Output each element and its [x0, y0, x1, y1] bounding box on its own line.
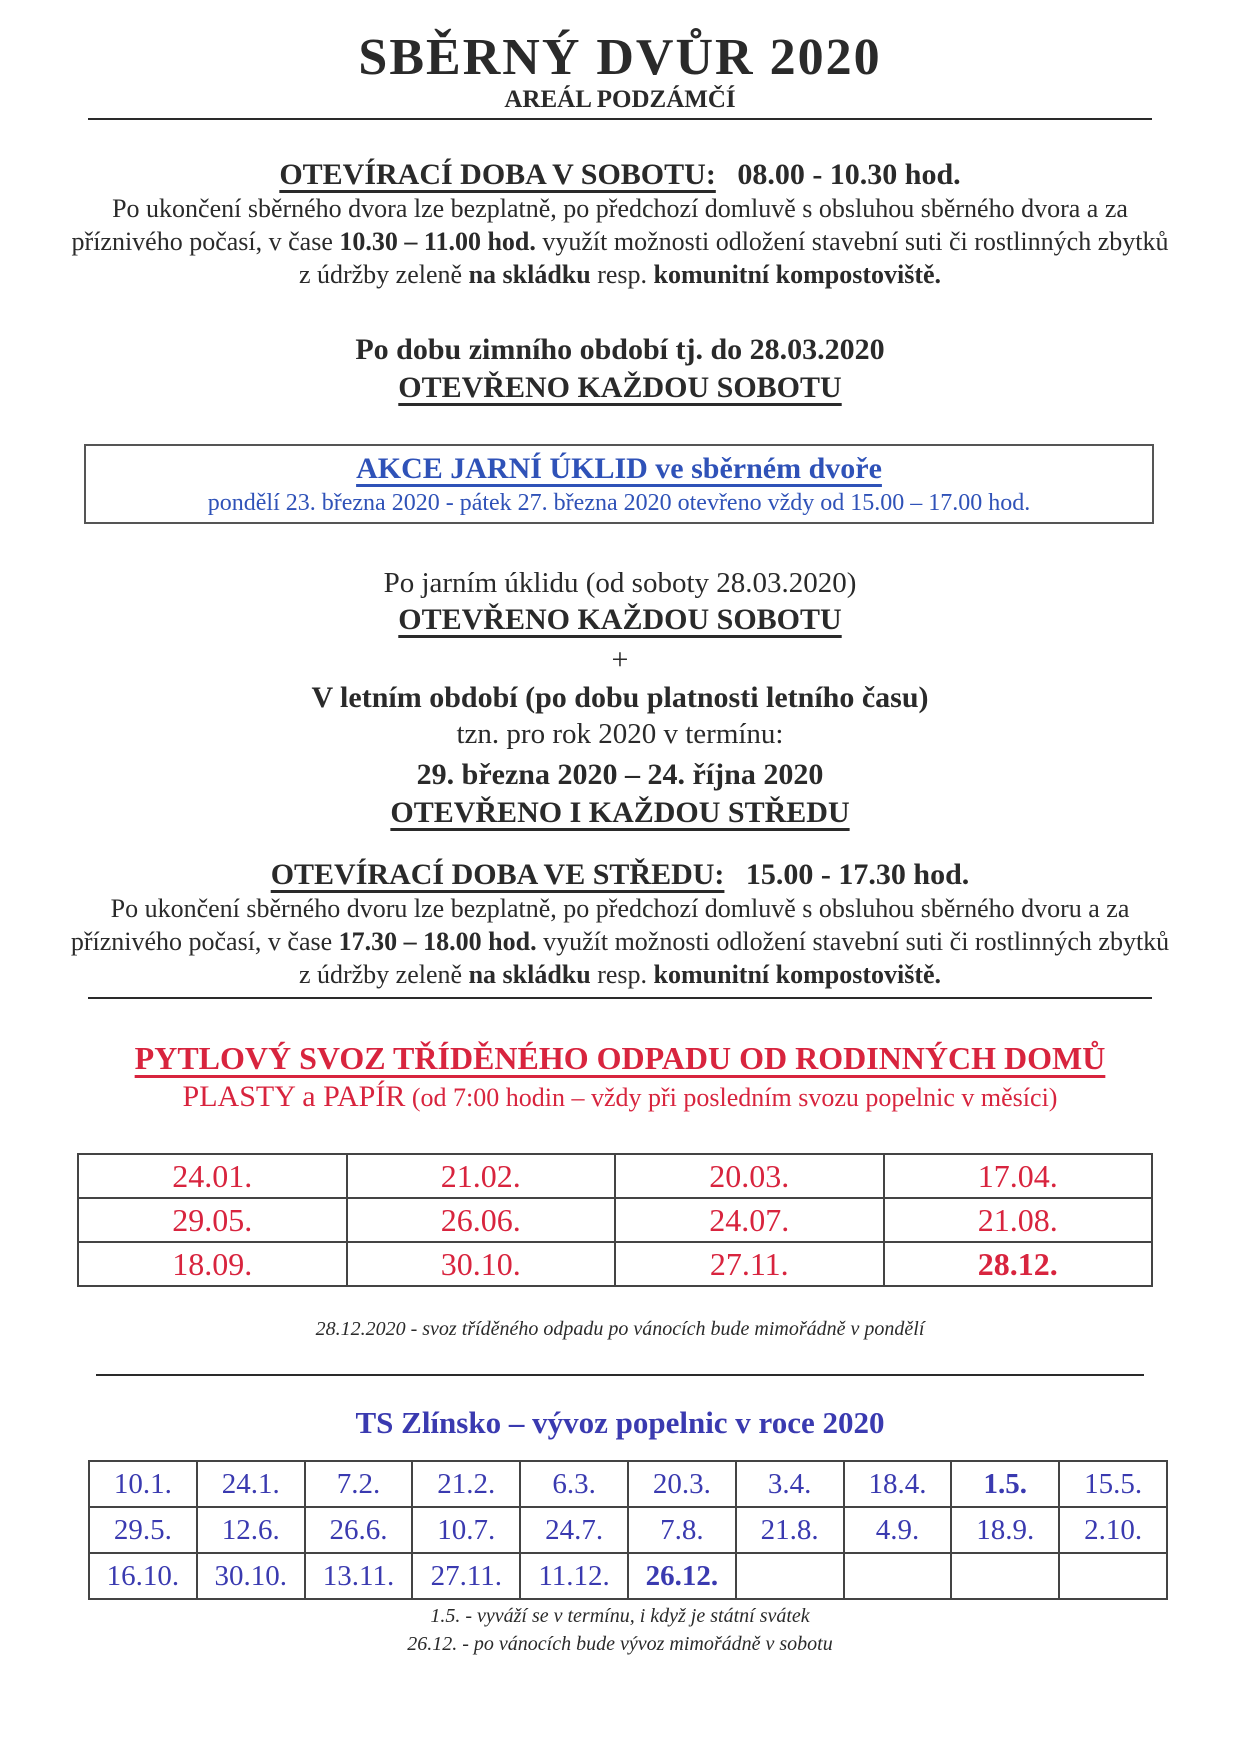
table-cell: 18.9.	[951, 1507, 1059, 1553]
table-cell: 7.2.	[305, 1461, 413, 1507]
table-cell-empty	[844, 1553, 952, 1599]
table-cell: 21.02.	[347, 1154, 616, 1198]
after-cleanup-open-text: OTEVŘENO KAŽDOU SOBOTU	[398, 603, 842, 636]
saturday-text-part: Po ukončení sběrného dvora lze bezplatně, po předchozí domluvě s obsluhou sběrného dvora a za příznivého počasí, v čase	[71, 194, 1128, 256]
table-cell: 11.12.	[520, 1553, 628, 1599]
table-cell-empty	[1059, 1553, 1167, 1599]
table-cell: 3.4.	[736, 1461, 844, 1507]
table-cell: 21.8.	[736, 1507, 844, 1553]
bin-collection-table	[88, 1460, 1168, 1600]
saturday-text-time: 10.30 – 11.00 hod.	[339, 227, 536, 256]
spring-cleanup-dates: pondělí 23. března 2020 - pátek 27. března 2020 otevřeno vždy od 15.00 – 17.00 hod.	[207, 490, 1031, 516]
saturday-hours-time: 08.00 - 10.30 hod.	[737, 158, 961, 191]
table-cell: 20.03.	[615, 1154, 884, 1198]
divider	[88, 997, 1152, 999]
table-cell: 21.08.	[884, 1198, 1153, 1242]
table-cell: 24.1.	[197, 1461, 305, 1507]
table-cell: 7.8.	[628, 1507, 736, 1553]
table-cell: 24.7.	[520, 1507, 628, 1553]
table-cell-highlighted: 28.12.	[884, 1242, 1153, 1286]
spring-cleanup-title: AKCE JARNÍ ÚKLID ve sběrném dvoře	[356, 452, 882, 485]
table-cell: 30.10.	[197, 1553, 305, 1599]
saturday-text-part: využít možnosti odložení stavební suti či rostlinných zbytků z údržby zeleně	[298, 227, 1169, 289]
table-row	[78, 1154, 1152, 1198]
after-cleanup-open	[0, 603, 1240, 637]
bin-collection-note-1: 1.5. - vyváží se v termínu, i když je státní svátek	[430, 1605, 810, 1627]
table-cell: 10.7.	[412, 1507, 520, 1553]
wednesday-text-part: využít možnosti odložení stavební suti či rostlinných zbytků z údržby zeleně	[298, 927, 1170, 989]
saturday-text-part: resp.	[590, 260, 654, 289]
table-cell-highlighted: 1.5.	[951, 1461, 1059, 1507]
document-title: SBĚRNÝ DVŮR 2020	[358, 29, 882, 86]
summer-dates-line: 29. března 2020 – 24. října 2020	[416, 758, 824, 791]
bag-collection-materials: PLASTY a PAPÍR	[182, 1080, 406, 1113]
bag-collection-heading	[0, 1040, 1240, 1077]
table-cell: 29.5.	[89, 1507, 197, 1553]
wednesday-hours-heading	[0, 858, 1240, 892]
table-cell: 26.6.	[305, 1507, 413, 1553]
saturday-hours-label: OTEVÍRACÍ DOBA V SOBOTU:	[279, 158, 716, 191]
wednesday-text-compost: komunitní kompostoviště.	[653, 960, 942, 989]
wednesday-text-part: Po ukončení sběrného dvoru lze bezplatně, po předchozí domluvě s obsluhou sběrného dvoru a za příznivého počasí, v čase	[70, 894, 1130, 956]
table-cell: 26.06.	[347, 1198, 616, 1242]
summer-term-line: tzn. pro rok 2020 v termínu:	[456, 718, 784, 750]
winter-period-line: Po dobu zimního období tj. do 28.03.2020	[355, 333, 885, 366]
winter-open-text: OTEVŘENO KAŽDOU SOBOTU	[398, 371, 842, 404]
saturday-text-compost: komunitní kompostoviště.	[653, 260, 942, 289]
table-row	[78, 1198, 1152, 1242]
bin-collection-note-2: 26.12. - po vánocích bude vývoz mimořádně v sobotu	[407, 1633, 833, 1655]
table-cell: 13.11.	[305, 1553, 413, 1599]
table-cell-highlighted: 26.12.	[628, 1553, 736, 1599]
table-cell: 24.01.	[78, 1154, 347, 1198]
saturday-hours-heading	[0, 158, 1240, 192]
wednesday-text-part: resp.	[590, 960, 654, 989]
plus-sign: +	[611, 643, 629, 676]
bag-collection-schedule-note: (od 7:00 hodin – vždy při posledním svozu popelnic v měsíci)	[405, 1083, 1058, 1112]
spring-cleanup-box	[84, 444, 1154, 524]
table-cell: 15.5.	[1059, 1461, 1167, 1507]
table-cell: 30.10.	[347, 1242, 616, 1286]
table-cell: 2.10.	[1059, 1507, 1167, 1553]
table-cell: 17.04.	[884, 1154, 1153, 1198]
table-cell: 18.09.	[78, 1242, 347, 1286]
table-cell: 29.05.	[78, 1198, 347, 1242]
bin-collection-heading: TS Zlínsko – vývoz popelnic v roce 2020	[355, 1405, 885, 1440]
winter-open-line	[0, 371, 1240, 405]
table-cell-empty	[736, 1553, 844, 1599]
table-row	[78, 1242, 1152, 1286]
table-cell: 6.3.	[520, 1461, 628, 1507]
table-row	[89, 1461, 1167, 1507]
bag-collection-subheading	[0, 1080, 1240, 1114]
wednesday-hours-label: OTEVÍRACÍ DOBA VE STŘEDU:	[270, 858, 725, 891]
table-cell: 24.07.	[615, 1198, 884, 1242]
table-row	[89, 1507, 1167, 1553]
table-cell-empty	[951, 1553, 1059, 1599]
table-row	[89, 1553, 1167, 1599]
summer-period-line: V letním období (po dobu platnosti letního času)	[311, 681, 929, 714]
table-cell: 18.4.	[844, 1461, 952, 1507]
wednesday-text-time: 17.30 – 18.00 hod.	[338, 927, 537, 956]
bag-collection-note: 28.12.2020 - svoz tříděného odpadu po vánocích bude mimořádně v pondělí	[315, 1318, 925, 1340]
table-cell: 16.10.	[89, 1553, 197, 1599]
wednesday-hours-time: 15.00 - 17.30 hod.	[745, 858, 970, 891]
saturday-hours-text	[70, 192, 1170, 291]
table-cell: 27.11.	[412, 1553, 520, 1599]
wednesday-open-line	[0, 796, 1240, 830]
table-cell: 20.3.	[628, 1461, 736, 1507]
after-cleanup-line: Po jarním úklidu (od soboty 28.03.2020)	[383, 567, 857, 599]
wednesday-open-text: OTEVŘENO I KAŽDOU STŘEDU	[390, 796, 850, 829]
table-cell: 10.1.	[89, 1461, 197, 1507]
bag-collection-heading-text: PYTLOVÝ SVOZ TŘÍDĚNÉHO ODPADU OD RODINNÝCH DOMŮ	[134, 1040, 1106, 1076]
divider	[88, 118, 1152, 120]
document-subtitle: AREÁL PODZÁMČÍ	[504, 86, 736, 113]
table-cell: 27.11.	[615, 1242, 884, 1286]
wednesday-hours-text	[70, 892, 1170, 991]
table-cell: 12.6.	[197, 1507, 305, 1553]
table-cell: 21.2.	[412, 1461, 520, 1507]
bag-collection-table	[77, 1153, 1153, 1287]
wednesday-text-landfill: na skládku	[468, 960, 591, 989]
saturday-text-landfill: na skládku	[468, 260, 591, 289]
table-cell: 4.9.	[844, 1507, 952, 1553]
divider	[96, 1374, 1144, 1376]
